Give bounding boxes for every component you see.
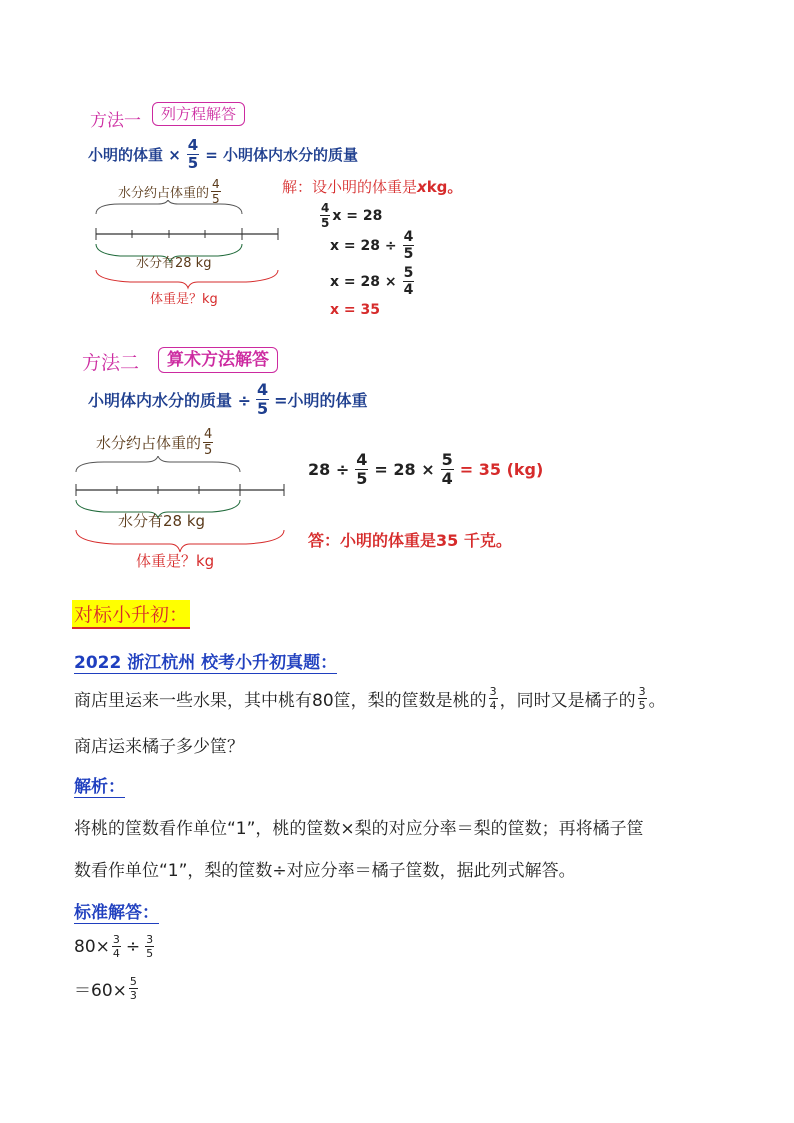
- diagram1-lines: [90, 200, 290, 290]
- diagram2-lines: [70, 456, 290, 556]
- diagram2-bottom-label: 体重是？kg: [136, 552, 215, 570]
- analysis-line1: 将桃的筐数看作单位“1”，桃的筐数×梨的对应分率＝梨的筐数；再将橘子筐: [74, 819, 644, 839]
- solution-intro: 解：设小明的体重是xkg。: [282, 178, 463, 196]
- solution-line2-fraction: $\frac{4}{5}$: [403, 229, 414, 262]
- calc-fraction-2: $\frac{5}{4}$: [441, 450, 453, 488]
- diagram1-mid-label: 水分有28 kg: [136, 256, 212, 271]
- diagram2-mid-label: 水分有28 kg: [118, 512, 206, 530]
- std-line1: 80× $\frac{3}{4}$ ÷ $\frac{3}{5}$: [74, 933, 154, 960]
- analysis-title: 解析：: [74, 772, 125, 798]
- solution-line1-fraction: $\frac{4}{5}$: [321, 201, 330, 230]
- std-fraction-3: $\frac{5}{3}$: [129, 975, 137, 1002]
- method2-answer: 答：小明的体重是35 千克。: [308, 531, 512, 550]
- solution-line3: x = 28 × $\frac{5}{4}$: [330, 265, 414, 298]
- solution-line4: x = 35: [330, 302, 380, 318]
- std-fraction-1: $\frac{3}{4}$: [112, 933, 120, 960]
- method1-label: 方法一: [90, 111, 141, 131]
- section-title: 对标小升初：: [72, 600, 190, 629]
- formula-right: = 小明体内水分的质量: [205, 146, 359, 164]
- standard-title: 标准解答：: [74, 898, 159, 924]
- method1-tag: [152, 103, 245, 124]
- method2-tag-text: 算术方法解答: [158, 347, 278, 373]
- formula-left: 小明的体重 ×: [88, 146, 181, 164]
- diagram2-top-fraction: $\frac{4}{5}$: [204, 427, 213, 458]
- method2-tag: [158, 345, 278, 370]
- analysis-line2: 数看作单位“1”，梨的筐数÷对应分率＝橘子筐数，据此列式解答。: [74, 861, 576, 881]
- solution-line3-fraction: $\frac{5}{4}$: [403, 265, 414, 298]
- formula2-fraction: $\frac{4}{5}$: [256, 380, 269, 418]
- calc-result: = 35 (kg): [459, 460, 544, 479]
- diagram2-top-label: 水分约占体重的 $\frac{4}{5}$: [96, 427, 213, 458]
- problem-line2: 商店运来橘子多少筐？: [74, 737, 244, 757]
- std-fraction-2: $\frac{3}{5}$: [146, 933, 154, 960]
- method2-label: 方法二: [82, 352, 140, 374]
- method2-calc: 28 ÷ $\frac{4}{5}$ = 28 × $\frac{5}{4}$ = 35 (kg): [308, 450, 544, 488]
- std-line2: ＝60× $\frac{5}{3}$: [74, 975, 137, 1002]
- diagram1-top-label: 水分约占体重的 $\frac{4}{5}$: [118, 177, 220, 206]
- solution-line2: x = 28 ÷ $\frac{4}{5}$: [330, 229, 414, 262]
- solution-line1: $\frac{4}{5}$ x = 28: [321, 201, 383, 230]
- calc-fraction-1: $\frac{4}{5}$: [356, 450, 368, 488]
- problem-line1: 商店里运来一些水果，其中桃有80筐，梨的筐数是桃的 $\frac{3}{4}$ ，同时又是橘子的 $\frac{3}{5}$ 。: [74, 685, 666, 712]
- formula-fraction: $\frac{4}{5}$: [187, 136, 199, 172]
- method1-tag-text: 列方程解答: [152, 102, 245, 126]
- formula2-right: =小明的体重: [274, 391, 368, 410]
- problem-fraction-1: $\frac{3}{4}$: [489, 685, 497, 712]
- formula2-left: 小明体内水分的质量 ÷: [88, 391, 251, 410]
- method2-formula: [88, 382, 368, 417]
- diagram1-top-fraction: $\frac{4}{5}$: [212, 177, 220, 206]
- exam-title: 2022 浙江杭州 校考小升初真题：: [74, 648, 337, 674]
- method1-formula: [88, 138, 358, 171]
- diagram1-bottom-label: 体重是？kg: [150, 292, 218, 307]
- problem-fraction-2: $\frac{3}{5}$: [638, 685, 646, 712]
